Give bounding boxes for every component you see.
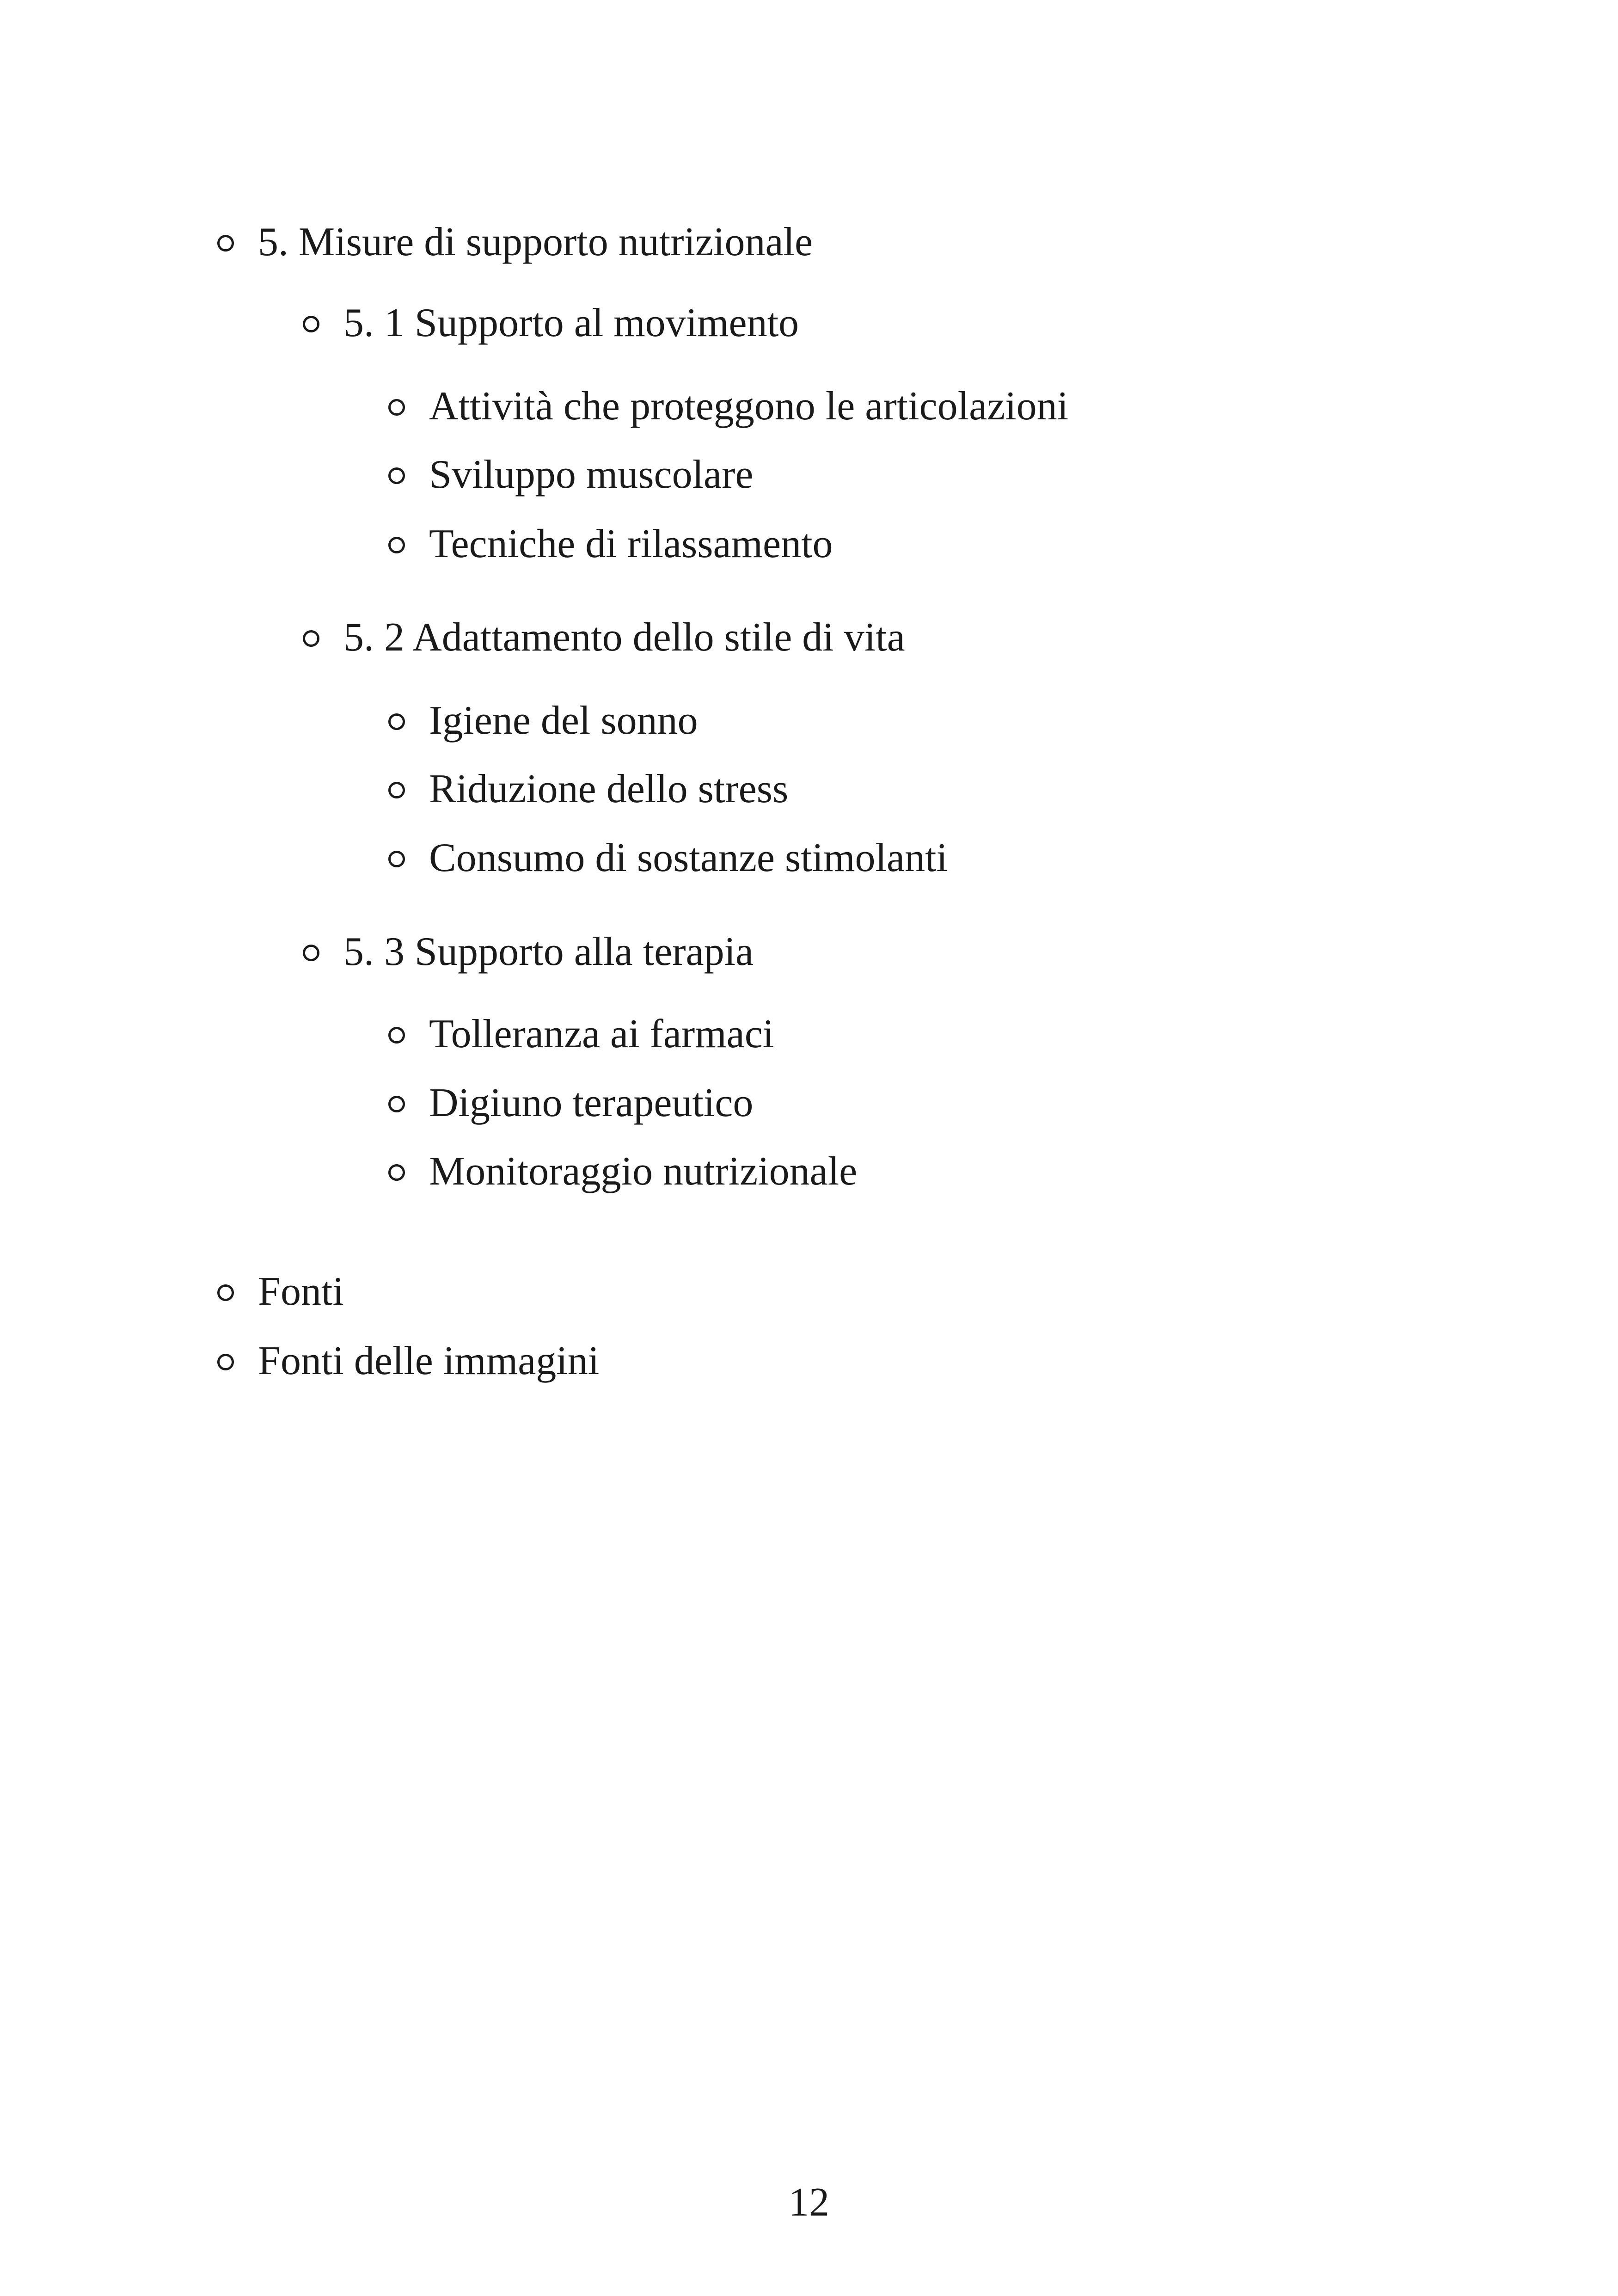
hollow-bullet-icon: [388, 713, 405, 730]
toc-entry-section-5-3[interactable]: [303, 929, 754, 974]
hollow-bullet-icon: [303, 945, 319, 961]
toc-entry-label: Sviluppo muscolare: [429, 452, 754, 497]
toc-entry-item[interactable]: [388, 700, 698, 741]
toc-entry-label: Fonti delle immagini: [258, 1338, 600, 1383]
page-number: 12: [789, 2180, 829, 2225]
hollow-bullet-icon: [388, 467, 405, 484]
toc-entry-label: 5. Misure di supporto nutrizionale: [258, 220, 813, 264]
hollow-bullet-icon: [388, 782, 405, 798]
toc-entry-label: Fonti: [258, 1269, 344, 1314]
toc-entry-item[interactable]: [388, 835, 948, 880]
toc-entry-label: 5. 1 Supporto al movimento: [343, 301, 799, 345]
hollow-bullet-icon: [303, 630, 319, 647]
toc-entry-label: Tolleranza ai farmaci: [429, 1012, 774, 1056]
toc-entry-label: 5. 3 Supporto alla terapia: [343, 929, 754, 974]
toc-entry-item[interactable]: [388, 1080, 754, 1125]
hollow-bullet-icon: [388, 1096, 405, 1112]
toc-entry-item[interactable]: [388, 386, 1068, 427]
hollow-bullet-icon: [388, 851, 405, 867]
toc-entry-label: Riduzione dello stress: [429, 767, 789, 811]
toc-entry-section-5-1[interactable]: [303, 303, 799, 344]
toc-entry-label: Attività che proteggono le articolazioni: [429, 384, 1069, 429]
toc-entry-label: Digiuno terapeutico: [429, 1080, 754, 1125]
toc-entry-label: Monitoraggio nutrizionale: [429, 1149, 858, 1194]
toc-entry-item[interactable]: [388, 1151, 857, 1192]
hollow-bullet-icon: [217, 1284, 234, 1301]
hollow-bullet-icon: [388, 399, 405, 416]
hollow-bullet-icon: [217, 235, 234, 252]
toc-entry-item[interactable]: [388, 524, 833, 565]
toc-entry-section-5[interactable]: [217, 222, 813, 263]
hollow-bullet-icon: [303, 316, 319, 332]
toc-entry-item[interactable]: [388, 769, 788, 810]
toc-entry-label: Tecniche di rilassamento: [429, 522, 833, 566]
hollow-bullet-icon: [388, 1027, 405, 1044]
hollow-bullet-icon: [388, 537, 405, 553]
toc-entry-label: Igiene del sonno: [429, 698, 698, 743]
toc-entry-section-5-2[interactable]: [303, 617, 905, 658]
toc-entry-fonti[interactable]: [217, 1271, 344, 1312]
hollow-bullet-icon: [388, 1164, 405, 1181]
toc-entry-fonti-immagini[interactable]: [217, 1338, 600, 1383]
toc-entry-label: Consumo di sostanze stimolanti: [429, 835, 948, 880]
toc-entry-label: 5. 2 Adattamento dello stile di vita: [343, 615, 905, 660]
hollow-bullet-icon: [217, 1354, 234, 1370]
toc-entry-item[interactable]: [388, 1014, 774, 1055]
toc-entry-item[interactable]: [388, 454, 753, 495]
